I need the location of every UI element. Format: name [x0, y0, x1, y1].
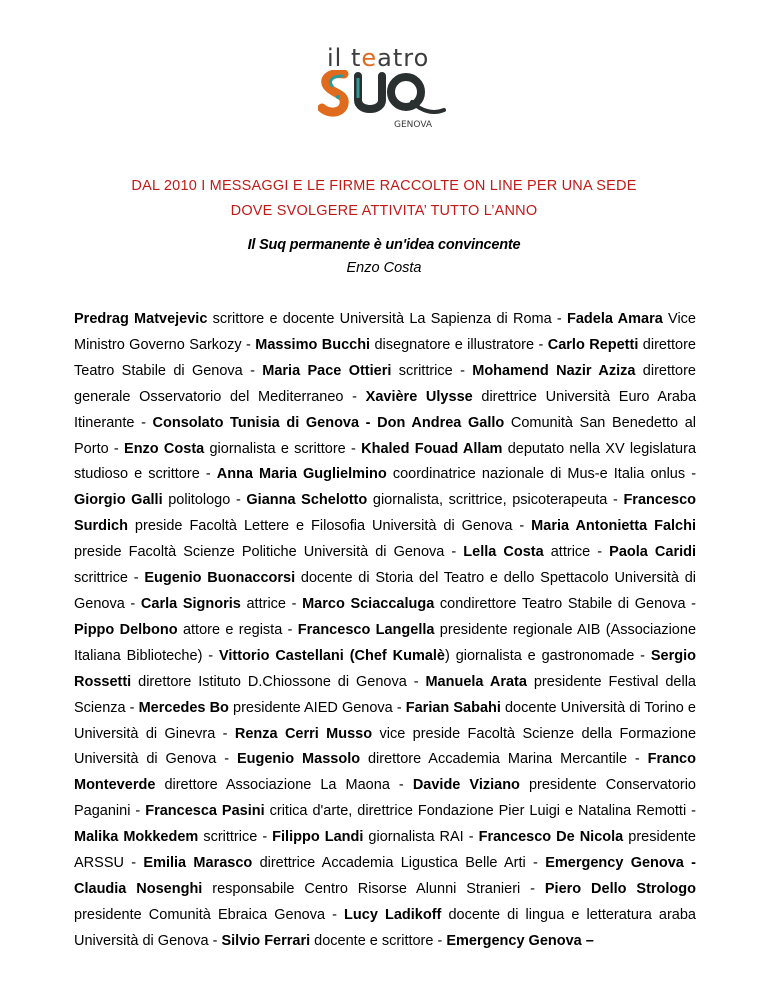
signatory-description: disegnatore e illustratore - — [370, 336, 548, 353]
signatory-name: Khaled Fouad Allam — [361, 440, 503, 457]
signatory-description: direttrice Accademia Ligustica Belle Arti - — [252, 855, 546, 872]
signatory-description: scrittrice - — [198, 829, 273, 846]
logo-top-text-b: atro — [377, 44, 430, 72]
heading-line-1: DAL 2010 I MESSAGGI E LE FIRME RACCOLTE ON LINE PER UNA SEDE — [131, 178, 637, 194]
signatory-description: giornalista e scrittore - — [204, 440, 362, 457]
signatory-description: condirettore Teatro Stabile di Genova - — [434, 595, 696, 612]
logo-sub-text: GENOVA — [394, 120, 433, 130]
signatory-description: preside Facoltà Scienze Politiche Università di Genova - — [74, 544, 464, 561]
signatory-description: direttore Istituto D.Chiossone di Genova - — [131, 673, 426, 690]
quote-author: Enzo Costa — [346, 260, 422, 276]
signatory-description: docente Università di Torino e Università di Ginevra - — [74, 699, 696, 742]
signatory-description: presidente Festival della Scienza - — [74, 673, 696, 716]
signatory-description: Vice Ministro Governo Sarkozy - — [74, 311, 696, 353]
signatory-description: Comunità San Benedetto al Porto - — [74, 414, 697, 457]
signatory-description: presidente AIED Genova - — [228, 699, 406, 716]
signatory-description: scrittrice - — [391, 362, 473, 379]
signatory-description: presidente regionale AIB (Associazione Italiana Biblioteche) - — [74, 621, 697, 664]
signatory-name: Francesco Langella — [297, 621, 435, 638]
signatory-name: Fadela Amara — [567, 311, 663, 327]
signatories-paragraph — [74, 307, 696, 955]
signatory-name: Francesco Surdich — [74, 492, 696, 535]
signatory-description: direttore Associazione La Maona - — [155, 777, 413, 794]
signatory-description: coordinatrice nazionale di Mus-e Italia onlus - — [386, 466, 697, 483]
signatory-name: Lucy Ladikoff — [344, 906, 442, 923]
logo-top-text-accent: e — [361, 44, 378, 72]
signatory-description: presidente Conservatorio Paganini - — [74, 777, 696, 820]
signatory-name: Mercedes Bo — [138, 699, 229, 716]
signatory-name: Maria Pace Ottieri — [262, 362, 392, 379]
signatory-description: direttore Accademia Marina Mercantile - — [360, 751, 648, 768]
signatory-name: Marco Sciaccaluga — [302, 595, 435, 612]
teatro-suq-logo — [318, 44, 450, 134]
signatory-name: Silvio Ferrari — [221, 932, 311, 949]
signatory-name: Davide Viziano — [412, 777, 520, 794]
signatory-name: Lella Costa — [463, 544, 544, 561]
signatory-name: Franco Monteverde — [74, 751, 696, 794]
signatory-name: Vittorio Castellani (Chef Kumalè — [218, 647, 445, 664]
signatory-name: Piero Dello Strologo — [544, 880, 697, 897]
signatory-name: Emergency Genova - Claudia Nosenghi — [74, 855, 697, 897]
signatory-name: Emergency Genova – — [446, 932, 594, 949]
logo-top-text-a: il t — [327, 44, 362, 72]
signatory-name: Farian Sabahi — [405, 699, 501, 716]
signatory-description: attrice - — [240, 595, 303, 612]
signatory-description: presidente Comunità Ebraica Genova - — [74, 906, 345, 923]
signatory-name: Carla Signoris — [140, 595, 241, 612]
signatory-description: ) giornalista e gastronomade - — [445, 647, 651, 664]
signatory-description: direttore generale Osservatorio del Mediterraneo - — [74, 362, 696, 405]
signatory-description: vice preside Facoltà Scienze della Formazione Università di Genova - — [74, 725, 697, 768]
signatory-name: Paola Caridi — [609, 544, 697, 561]
signatory-name: Filippo Landi — [272, 829, 364, 846]
signatory-name: Mohamend Nazir Aziza — [472, 362, 636, 379]
signatory-description: giornalista, scrittrice, psicoterapeuta - — [367, 492, 624, 509]
signatory-name: Gianna Schelotto — [246, 492, 368, 509]
signatory-name: Enzo Costa — [124, 440, 205, 457]
signatory-description: deputato nella XV legislatura studioso e scrittore - — [74, 440, 697, 483]
signatory-description: scrittrice - — [74, 570, 145, 587]
signatory-name: Consolato Tunisia di Genova - Don Andrea Gallo — [152, 414, 505, 431]
signatory-name: Francesco De Nicola — [478, 829, 624, 846]
heading-line-2: DOVE SVOLGERE ATTIVITA’ TUTTO L’ANNO — [230, 203, 538, 219]
signatory-description: direttrice Università Euro Araba Itinerante - — [74, 388, 697, 431]
signatory-name: Francesca Pasini — [145, 803, 265, 820]
signatory-name: Giorgio Galli — [74, 492, 163, 509]
signatory-name: Pippo Delbono — [74, 621, 178, 638]
signatory-name: Eugenio Buonaccorsi — [144, 570, 296, 587]
signatory-name: Manuela Arata — [425, 673, 527, 690]
signatory-description: politologo - — [162, 492, 247, 509]
signatory-name: Massimo Bucchi — [255, 336, 371, 353]
quote: Il Suq permanente è un'idea convincente — [247, 237, 521, 253]
signatory-description: preside Facoltà Lettere e Filosofia Università di Genova - — [127, 518, 532, 535]
signatory-name: Malika Mokkedem — [74, 829, 199, 846]
signatory-name: Xavière Ulysse — [365, 388, 473, 405]
suq-emblem-icon — [318, 70, 450, 120]
signatory-description: attore e regista - — [177, 621, 298, 638]
signatory-name: Maria Antonietta Falchi — [531, 518, 696, 535]
signatory-name: Emilia Marasco — [143, 855, 253, 872]
signatory-description: docente e scrittore - — [310, 932, 447, 949]
signatory-description: docente di Storia del Teatro e dello Spettacolo Università di Genova - — [74, 570, 696, 612]
signatory-name: Renza Cerri Musso — [234, 725, 373, 742]
signatory-description: docente di lingua e letteratura araba Università di Genova - — [74, 906, 696, 949]
signatory-description: responsabile Centro Risorse Alunni Stranieri - — [202, 880, 545, 897]
signatory-name: Eugenio Massolo — [236, 751, 361, 768]
signatory-name: Sergio Rossetti — [74, 647, 696, 690]
signatory-description: presidente ARSSU - — [74, 829, 696, 872]
signatory-name: Carlo Repetti — [547, 336, 639, 353]
signatory-name: Anna Maria Guglielmino — [216, 466, 387, 483]
signatory-description: giornalista RAI - — [363, 829, 479, 846]
signatory-name: Predrag Matvejevic — [74, 311, 208, 327]
signatory-description: attrice - — [543, 544, 610, 561]
signatory-description: direttore Teatro Stabile di Genova - — [74, 336, 696, 379]
signatory-description: scrittore e docente Università La Sapienza di Roma - — [207, 311, 567, 327]
signatory-description: critica d'arte, direttrice Fondazione Pier Luigi e Natalina Remotti - — [264, 803, 696, 820]
logo-top-text — [327, 44, 429, 72]
